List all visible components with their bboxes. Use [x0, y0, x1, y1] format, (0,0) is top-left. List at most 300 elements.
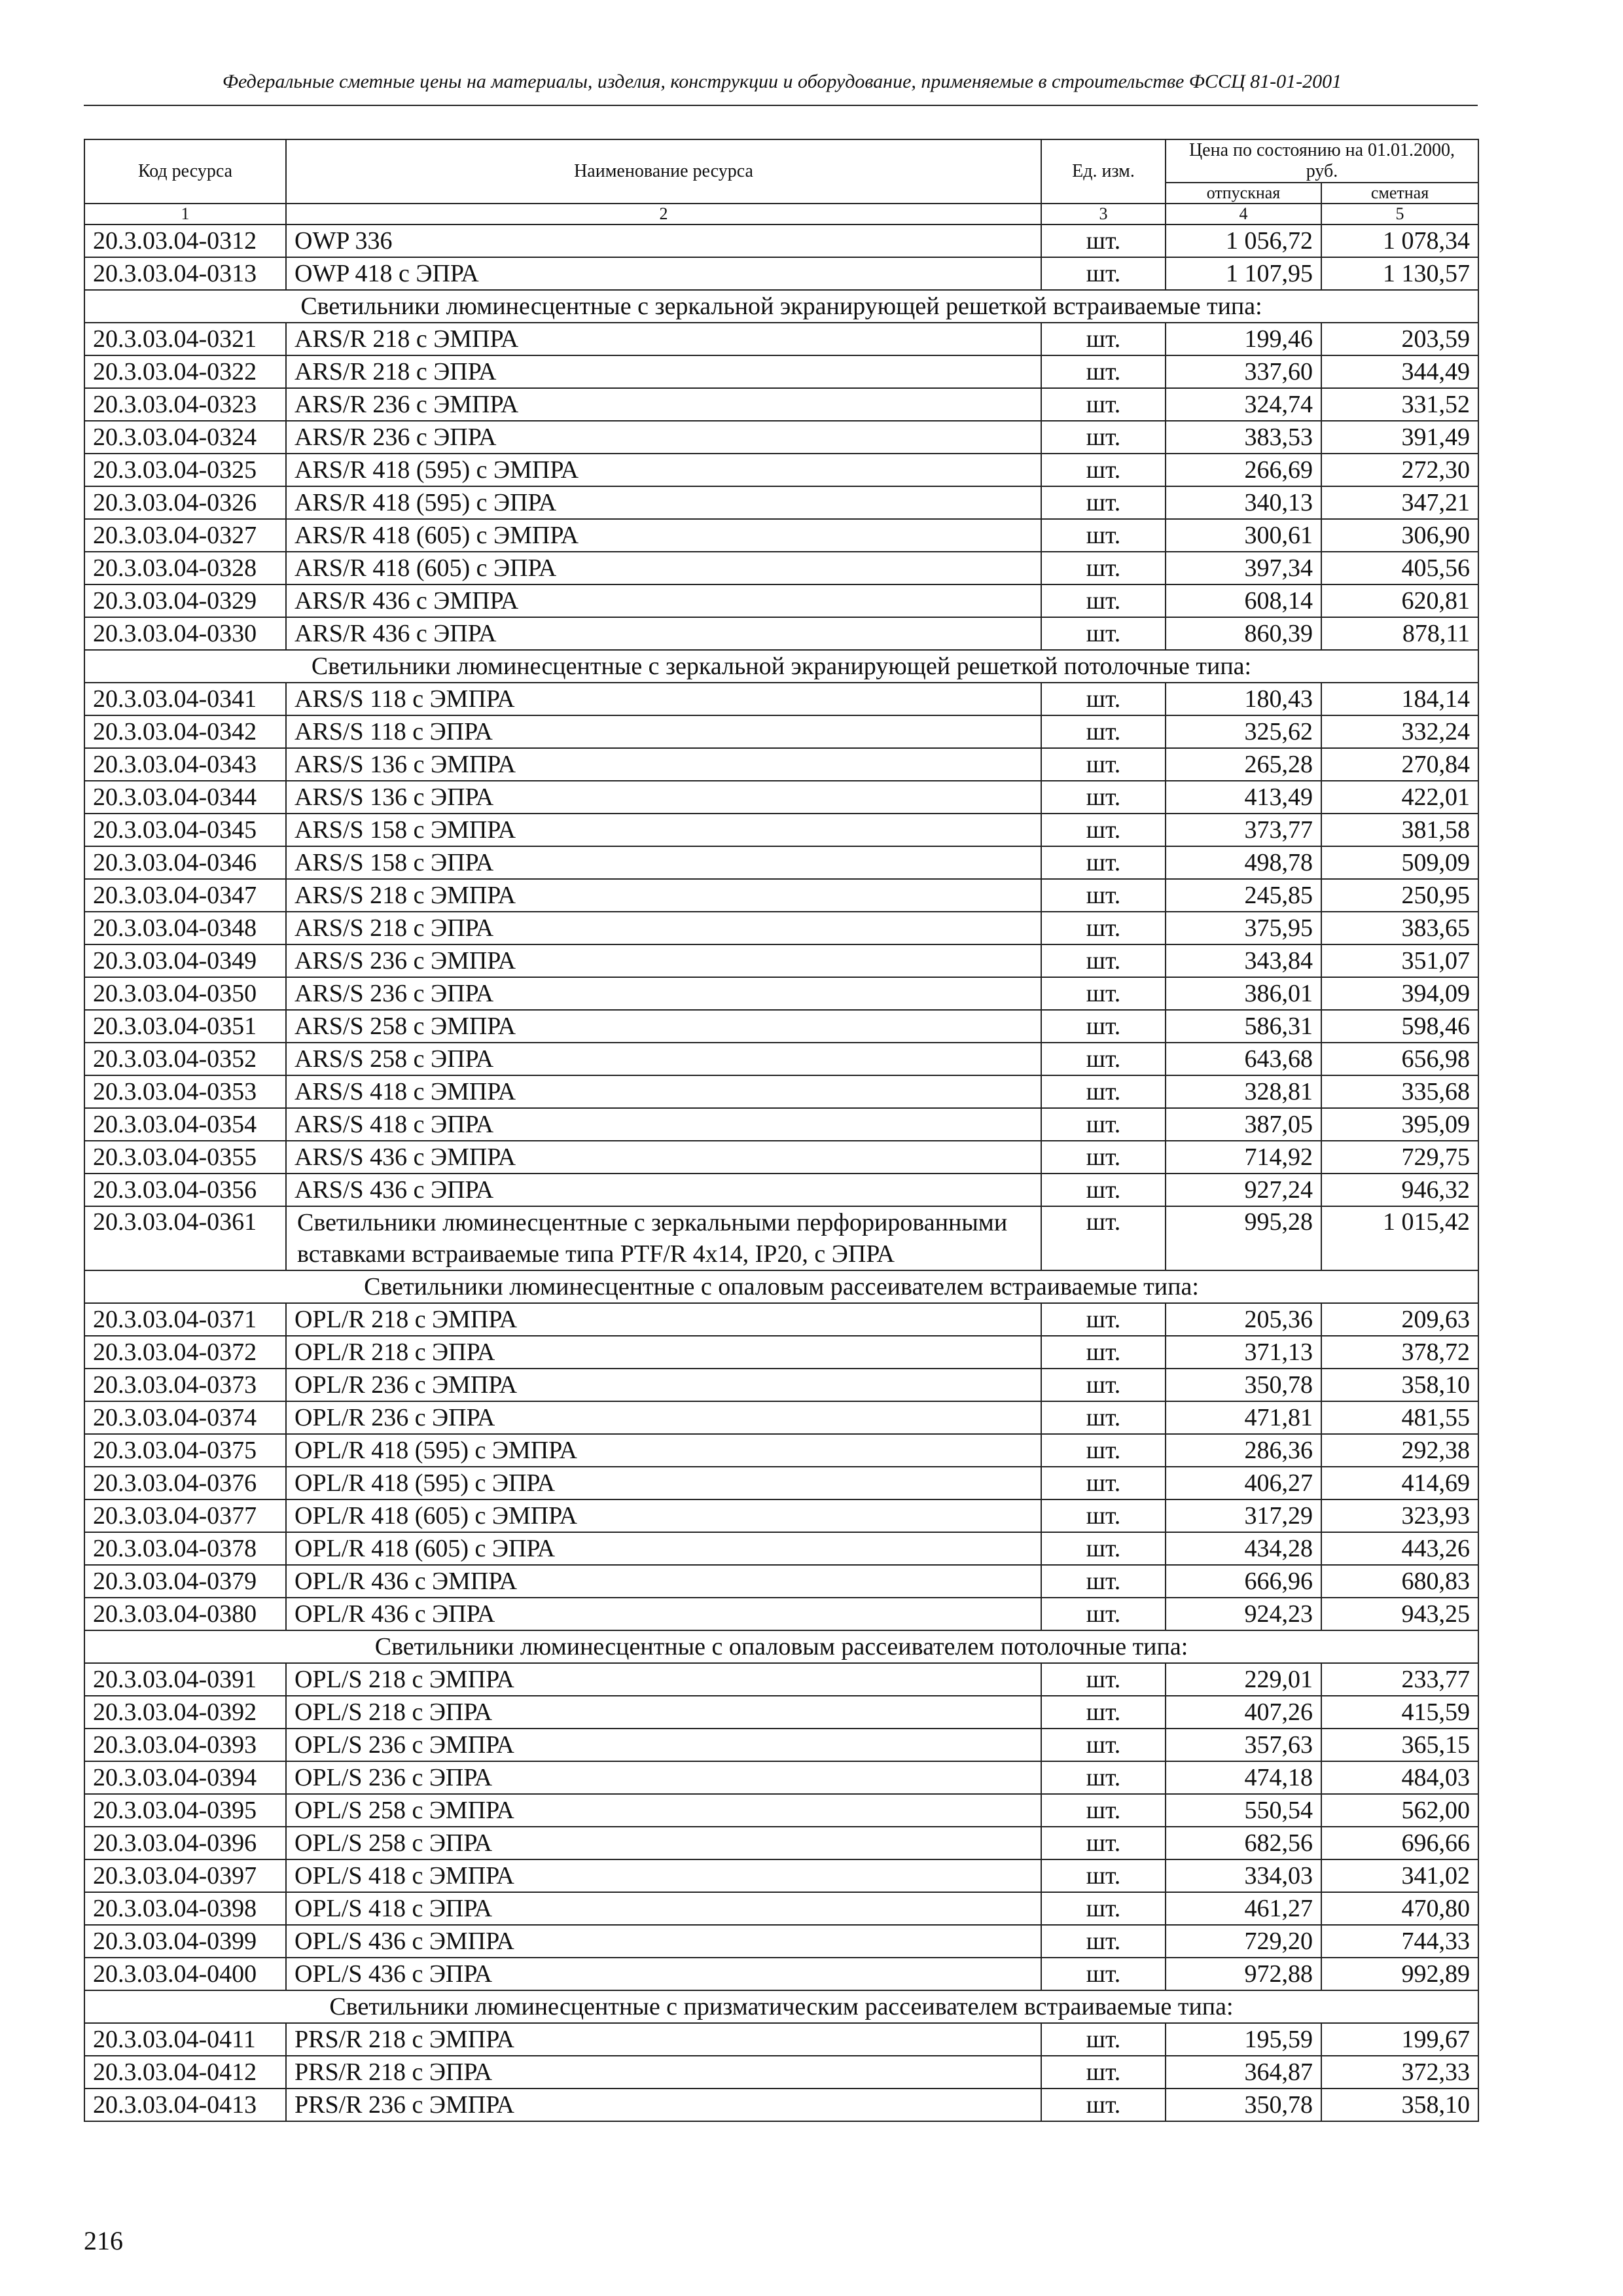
table-row — [84, 683, 1478, 715]
estimate-price: 306,90 — [1321, 519, 1478, 552]
resource-code: 20.3.03.04-0355 — [84, 1141, 286, 1174]
release-price: 265,28 — [1166, 748, 1321, 781]
resource-code: 20.3.03.04-0328 — [84, 552, 286, 584]
resource-name: OPL/R 236 с ЭПРА — [286, 1401, 1041, 1434]
resource-code: 20.3.03.04-0376 — [84, 1467, 286, 1499]
release-price: 266,69 — [1166, 454, 1321, 486]
resource-name: ARS/S 136 с ЭМПРА — [286, 748, 1041, 781]
resource-name: OPL/S 436 с ЭПРА — [286, 1958, 1041, 1990]
unit-of-measure: шт. — [1041, 1565, 1166, 1598]
unit-of-measure: шт. — [1041, 846, 1166, 879]
table-row — [84, 552, 1478, 584]
table-body — [84, 224, 1478, 2121]
table-row — [84, 1336, 1478, 1369]
table-row — [84, 355, 1478, 388]
resource-code: 20.3.03.04-0330 — [84, 617, 286, 650]
release-price: 199,46 — [1166, 323, 1321, 355]
unit-of-measure: шт. — [1041, 552, 1166, 584]
release-price: 180,43 — [1166, 683, 1321, 715]
table-row — [84, 1174, 1478, 1206]
unit-of-measure: шт. — [1041, 781, 1166, 814]
unit-of-measure: шт. — [1041, 1174, 1166, 1206]
table-row — [84, 814, 1478, 846]
estimate-price: 481,55 — [1321, 1401, 1478, 1434]
unit-of-measure: шт. — [1041, 1141, 1166, 1174]
estimate-price: 1 130,57 — [1321, 257, 1478, 290]
table-row — [84, 421, 1478, 454]
release-price: 350,78 — [1166, 1369, 1321, 1401]
resource-name: OPL/S 218 с ЭПРА — [286, 1696, 1041, 1729]
header-rule — [84, 105, 1478, 106]
table-row — [84, 1761, 1478, 1794]
estimate-price: 250,95 — [1321, 879, 1478, 912]
running-header: Федеральные сметные цены на материалы, изделия, конструкции и оборудование, применяемые в строительстве ФССЦ 81-01-2001 — [222, 71, 1342, 92]
table-row — [84, 1303, 1478, 1336]
resource-name: ARS/R 236 с ЭПРА — [286, 421, 1041, 454]
release-price: 324,74 — [1166, 388, 1321, 421]
resource-code: 20.3.03.04-0352 — [84, 1043, 286, 1075]
resource-name: PRS/R 236 с ЭМПРА — [286, 2089, 1041, 2121]
col-unit-header: Ед. изм. — [1041, 139, 1166, 204]
resource-code: 20.3.03.04-0348 — [84, 912, 286, 944]
table-row — [84, 1598, 1478, 1630]
table-row — [84, 1369, 1478, 1401]
resource-code: 20.3.03.04-0344 — [84, 781, 286, 814]
estimate-price: 358,10 — [1321, 2089, 1478, 2121]
resource-code: 20.3.03.04-0391 — [84, 1663, 286, 1696]
estimate-price: 378,72 — [1321, 1336, 1478, 1369]
estimate-price: 292,38 — [1321, 1434, 1478, 1467]
release-price: 317,29 — [1166, 1499, 1321, 1532]
resource-code: 20.3.03.04-0396 — [84, 1827, 286, 1859]
resource-code: 20.3.03.04-0341 — [84, 683, 286, 715]
release-price: 714,92 — [1166, 1141, 1321, 1174]
resource-code: 20.3.03.04-0342 — [84, 715, 286, 748]
release-price: 682,56 — [1166, 1827, 1321, 1859]
resource-name: ARS/R 436 с ЭМПРА — [286, 584, 1041, 617]
resource-code: 20.3.03.04-0350 — [84, 977, 286, 1010]
resource-code: 20.3.03.04-0379 — [84, 1565, 286, 1598]
estimate-price: 344,49 — [1321, 355, 1478, 388]
unit-of-measure: шт. — [1041, 1010, 1166, 1043]
estimate-price: 943,25 — [1321, 1598, 1478, 1630]
release-price: 860,39 — [1166, 617, 1321, 650]
resource-code: 20.3.03.04-0398 — [84, 1892, 286, 1925]
table-row — [84, 1696, 1478, 1729]
resource-code: 20.3.03.04-0375 — [84, 1434, 286, 1467]
table-row — [84, 323, 1478, 355]
resource-code: 20.3.03.04-0413 — [84, 2089, 286, 2121]
group-heading: Светильники люминесцентные с призматическим рассеивателем встраиваемые типа: — [84, 1990, 1478, 2023]
resource-code: 20.3.03.04-0346 — [84, 846, 286, 879]
resource-name: ARS/S 236 с ЭПРА — [286, 977, 1041, 1010]
release-price: 1 056,72 — [1166, 224, 1321, 257]
release-price: 350,78 — [1166, 2089, 1321, 2121]
unit-of-measure: шт. — [1041, 1663, 1166, 1696]
resource-name: OPL/S 418 с ЭМПРА — [286, 1859, 1041, 1892]
group-heading: Светильники люминесцентные с зеркальной экранирующей решеткой потолочные типа: — [84, 650, 1478, 683]
resource-code: 20.3.03.04-0349 — [84, 944, 286, 977]
table-row — [84, 1499, 1478, 1532]
release-price: 229,01 — [1166, 1663, 1321, 1696]
estimate-price: 209,63 — [1321, 1303, 1478, 1336]
resource-code: 20.3.03.04-0371 — [84, 1303, 286, 1336]
unit-of-measure: шт. — [1041, 486, 1166, 519]
release-price: 995,28 — [1166, 1206, 1321, 1270]
estimate-price: 878,11 — [1321, 617, 1478, 650]
resource-name: OPL/S 418 с ЭПРА — [286, 1892, 1041, 1925]
table-row — [84, 584, 1478, 617]
unit-of-measure: шт. — [1041, 2056, 1166, 2089]
col-number: 3 — [1041, 204, 1166, 224]
table-header-row — [84, 139, 1478, 183]
resource-code: 20.3.03.04-0351 — [84, 1010, 286, 1043]
release-price: 666,96 — [1166, 1565, 1321, 1598]
unit-of-measure: шт. — [1041, 323, 1166, 355]
table-row — [84, 257, 1478, 290]
table-row — [84, 617, 1478, 650]
estimate-price: 381,58 — [1321, 814, 1478, 846]
col-name-header: Наименование ресурса — [286, 139, 1041, 204]
resource-name: OPL/S 218 с ЭМПРА — [286, 1663, 1041, 1696]
resource-code: 20.3.03.04-0313 — [84, 257, 286, 290]
table-row — [84, 1010, 1478, 1043]
resource-code: 20.3.03.04-0343 — [84, 748, 286, 781]
estimate-price: 272,30 — [1321, 454, 1478, 486]
release-price: 972,88 — [1166, 1958, 1321, 1990]
estimate-price: 680,83 — [1321, 1565, 1478, 1598]
table-row — [84, 1206, 1478, 1270]
release-price: 643,68 — [1166, 1043, 1321, 1075]
release-price: 364,87 — [1166, 2056, 1321, 2089]
release-price: 371,13 — [1166, 1336, 1321, 1369]
estimate-price: 729,75 — [1321, 1141, 1478, 1174]
resource-code: 20.3.03.04-0374 — [84, 1401, 286, 1434]
table-row — [84, 715, 1478, 748]
group-heading-row — [84, 650, 1478, 683]
release-price: 286,36 — [1166, 1434, 1321, 1467]
unit-of-measure: шт. — [1041, 1303, 1166, 1336]
estimate-price: 395,09 — [1321, 1108, 1478, 1141]
unit-of-measure: шт. — [1041, 748, 1166, 781]
release-price: 300,61 — [1166, 519, 1321, 552]
resource-name: OPL/S 236 с ЭПРА — [286, 1761, 1041, 1794]
unit-of-measure: шт. — [1041, 454, 1166, 486]
release-price: 586,31 — [1166, 1010, 1321, 1043]
table-row — [84, 388, 1478, 421]
estimate-price: 233,77 — [1321, 1663, 1478, 1696]
estimate-price: 598,46 — [1321, 1010, 1478, 1043]
resource-code: 20.3.03.04-0324 — [84, 421, 286, 454]
unit-of-measure: шт. — [1041, 1729, 1166, 1761]
resource-name: OPL/R 418 (595) с ЭПРА — [286, 1467, 1041, 1499]
estimate-price: 335,68 — [1321, 1075, 1478, 1108]
table-row — [84, 846, 1478, 879]
unit-of-measure: шт. — [1041, 1859, 1166, 1892]
unit-of-measure: шт. — [1041, 1794, 1166, 1827]
unit-of-measure: шт. — [1041, 1532, 1166, 1565]
estimate-price: 347,21 — [1321, 486, 1478, 519]
resource-name: OPL/R 218 с ЭПРА — [286, 1336, 1041, 1369]
estimate-price: 696,66 — [1321, 1827, 1478, 1859]
table-row — [84, 1467, 1478, 1499]
estimate-price: 394,09 — [1321, 977, 1478, 1010]
resource-name: OPL/S 258 с ЭПРА — [286, 1827, 1041, 1859]
unit-of-measure: шт. — [1041, 1696, 1166, 1729]
resource-name: ARS/R 236 с ЭМПРА — [286, 388, 1041, 421]
resource-code: 20.3.03.04-0329 — [84, 584, 286, 617]
unit-of-measure: шт. — [1041, 1467, 1166, 1499]
table-row — [84, 1729, 1478, 1761]
estimate-price: 620,81 — [1321, 584, 1478, 617]
resource-code: 20.3.03.04-0399 — [84, 1925, 286, 1958]
resource-name: OPL/R 418 (605) с ЭПРА — [286, 1532, 1041, 1565]
resource-code: 20.3.03.04-0321 — [84, 323, 286, 355]
table-row — [84, 486, 1478, 519]
release-price: 245,85 — [1166, 879, 1321, 912]
unit-of-measure: шт. — [1041, 1075, 1166, 1108]
table-row — [84, 1434, 1478, 1467]
unit-of-measure: шт. — [1041, 715, 1166, 748]
table-row — [84, 454, 1478, 486]
estimate-price: 358,10 — [1321, 1369, 1478, 1401]
resource-name: ARS/S 258 с ЭМПРА — [286, 1010, 1041, 1043]
col-number: 1 — [84, 204, 286, 224]
estimate-price: 656,98 — [1321, 1043, 1478, 1075]
release-price: 334,03 — [1166, 1859, 1321, 1892]
estimate-price: 332,24 — [1321, 715, 1478, 748]
release-price: 387,05 — [1166, 1108, 1321, 1141]
resource-name: ARS/R 418 (605) с ЭПРА — [286, 552, 1041, 584]
resource-name: ARS/S 218 с ЭПРА — [286, 912, 1041, 944]
table-row — [84, 2089, 1478, 2121]
release-price: 205,36 — [1166, 1303, 1321, 1336]
resource-name: OPL/S 436 с ЭМПРА — [286, 1925, 1041, 1958]
resource-code: 20.3.03.04-0397 — [84, 1859, 286, 1892]
table-row — [84, 1663, 1478, 1696]
resource-code: 20.3.03.04-0354 — [84, 1108, 286, 1141]
resource-name: OWP 336 — [286, 224, 1041, 257]
unit-of-measure: шт. — [1041, 1108, 1166, 1141]
price-table — [84, 139, 1479, 2122]
table-row — [84, 1532, 1478, 1565]
estimate-price: 270,84 — [1321, 748, 1478, 781]
estimate-price: 341,02 — [1321, 1859, 1478, 1892]
estimate-price: 1 015,42 — [1321, 1206, 1478, 1270]
estimate-price: 562,00 — [1321, 1794, 1478, 1827]
unit-of-measure: шт. — [1041, 1761, 1166, 1794]
resource-code: 20.3.03.04-0323 — [84, 388, 286, 421]
resource-name: OPL/S 258 с ЭМПРА — [286, 1794, 1041, 1827]
unit-of-measure: шт. — [1041, 1401, 1166, 1434]
table-row — [84, 1925, 1478, 1958]
release-price: 195,59 — [1166, 2023, 1321, 2056]
release-price: 461,27 — [1166, 1892, 1321, 1925]
unit-of-measure: шт. — [1041, 1206, 1166, 1270]
resource-name: ARS/S 118 с ЭПРА — [286, 715, 1041, 748]
column-number-row — [84, 204, 1478, 224]
table-row — [84, 519, 1478, 552]
unit-of-measure: шт. — [1041, 977, 1166, 1010]
release-price: 608,14 — [1166, 584, 1321, 617]
estimate-price: 331,52 — [1321, 388, 1478, 421]
group-heading: Светильники люминесцентные с зеркальной экранирующей решеткой встраиваемые типа: — [84, 290, 1478, 323]
group-heading-row — [84, 290, 1478, 323]
resource-name: ARS/S 158 с ЭПРА — [286, 846, 1041, 879]
resource-code: 20.3.03.04-0361 — [84, 1206, 286, 1270]
estimate-price: 470,80 — [1321, 1892, 1478, 1925]
unit-of-measure: шт. — [1041, 944, 1166, 977]
estimate-price: 443,26 — [1321, 1532, 1478, 1565]
resource-name: PRS/R 218 с ЭПРА — [286, 2056, 1041, 2089]
table-row — [84, 1108, 1478, 1141]
estimate-price: 484,03 — [1321, 1761, 1478, 1794]
table-row — [84, 977, 1478, 1010]
table-row — [84, 781, 1478, 814]
unit-of-measure: шт. — [1041, 879, 1166, 912]
resource-code: 20.3.03.04-0378 — [84, 1532, 286, 1565]
release-price: 413,49 — [1166, 781, 1321, 814]
resource-name: ARS/S 136 с ЭПРА — [286, 781, 1041, 814]
unit-of-measure: шт. — [1041, 1043, 1166, 1075]
release-price: 729,20 — [1166, 1925, 1321, 1958]
release-price: 357,63 — [1166, 1729, 1321, 1761]
resource-name: OPL/R 418 (605) с ЭМПРА — [286, 1499, 1041, 1532]
estimate-price: 351,07 — [1321, 944, 1478, 977]
col-number: 2 — [286, 204, 1041, 224]
estimate-price: 184,14 — [1321, 683, 1478, 715]
resource-name: ARS/R 436 с ЭПРА — [286, 617, 1041, 650]
estimate-price: 372,33 — [1321, 2056, 1478, 2089]
col-release-header: отпускная — [1166, 183, 1321, 204]
group-heading: Светильники люминесцентные с опаловым рассеивателем встраиваемые типа: — [84, 1270, 1478, 1303]
group-heading: Светильники люминесцентные с опаловым рассеивателем потолочные типа: — [84, 1630, 1478, 1663]
resource-name: Светильники люминесцентные с зеркальными перфорированными вставками встраиваемые типа PTF/R 4х14, IP20, с ЭПРА — [286, 1206, 1041, 1270]
resource-name: ARS/R 418 (595) с ЭМПРА — [286, 454, 1041, 486]
release-price: 434,28 — [1166, 1532, 1321, 1565]
resource-name: OPL/S 236 с ЭМПРА — [286, 1729, 1041, 1761]
estimate-price: 199,67 — [1321, 2023, 1478, 2056]
release-price: 337,60 — [1166, 355, 1321, 388]
resource-code: 20.3.03.04-0345 — [84, 814, 286, 846]
table-row — [84, 748, 1478, 781]
col-price-header: Цена по состоянию на 01.01.2000, руб. — [1166, 139, 1478, 183]
resource-name: ARS/R 218 с ЭМПРА — [286, 323, 1041, 355]
estimate-price: 391,49 — [1321, 421, 1478, 454]
estimate-price: 415,59 — [1321, 1696, 1478, 1729]
unit-of-measure: шт. — [1041, 683, 1166, 715]
col-number: 4 — [1166, 204, 1321, 224]
unit-of-measure: шт. — [1041, 355, 1166, 388]
release-price: 550,54 — [1166, 1794, 1321, 1827]
release-price: 471,81 — [1166, 1401, 1321, 1434]
table-row — [84, 1075, 1478, 1108]
resource-code: 20.3.03.04-0373 — [84, 1369, 286, 1401]
release-price: 924,23 — [1166, 1598, 1321, 1630]
resource-code: 20.3.03.04-0394 — [84, 1761, 286, 1794]
col-number: 5 — [1321, 204, 1478, 224]
table-row — [84, 1794, 1478, 1827]
resource-name: PRS/R 218 с ЭМПРА — [286, 2023, 1041, 2056]
table-row — [84, 944, 1478, 977]
estimate-price: 992,89 — [1321, 1958, 1478, 1990]
resource-name: OPL/R 218 с ЭМПРА — [286, 1303, 1041, 1336]
resource-name: ARS/S 158 с ЭМПРА — [286, 814, 1041, 846]
resource-code: 20.3.03.04-0325 — [84, 454, 286, 486]
estimate-price: 422,01 — [1321, 781, 1478, 814]
table-row — [84, 1859, 1478, 1892]
unit-of-measure: шт. — [1041, 1925, 1166, 1958]
unit-of-measure: шт. — [1041, 617, 1166, 650]
resource-code: 20.3.03.04-0411 — [84, 2023, 286, 2056]
resource-code: 20.3.03.04-0372 — [84, 1336, 286, 1369]
estimate-price: 744,33 — [1321, 1925, 1478, 1958]
release-price: 386,01 — [1166, 977, 1321, 1010]
resource-name: ARS/S 118 с ЭМПРА — [286, 683, 1041, 715]
table-row — [84, 1043, 1478, 1075]
unit-of-measure: шт. — [1041, 519, 1166, 552]
unit-of-measure: шт. — [1041, 584, 1166, 617]
release-price: 328,81 — [1166, 1075, 1321, 1108]
unit-of-measure: шт. — [1041, 2023, 1166, 2056]
resource-code: 20.3.03.04-0312 — [84, 224, 286, 257]
resource-code: 20.3.03.04-0356 — [84, 1174, 286, 1206]
estimate-price: 414,69 — [1321, 1467, 1478, 1499]
resource-name: ARS/R 218 с ЭПРА — [286, 355, 1041, 388]
table-row — [84, 912, 1478, 944]
resource-name: OPL/R 418 (595) с ЭМПРА — [286, 1434, 1041, 1467]
resource-name: ARS/R 418 (595) с ЭПРА — [286, 486, 1041, 519]
unit-of-measure: шт. — [1041, 1336, 1166, 1369]
resource-code: 20.3.03.04-0395 — [84, 1794, 286, 1827]
col-code-header: Код ресурса — [84, 139, 286, 204]
table-row — [84, 1827, 1478, 1859]
unit-of-measure: шт. — [1041, 1499, 1166, 1532]
release-price: 373,77 — [1166, 814, 1321, 846]
estimate-price: 509,09 — [1321, 846, 1478, 879]
release-price: 375,95 — [1166, 912, 1321, 944]
resource-name: ARS/R 418 (605) с ЭМПРА — [286, 519, 1041, 552]
unit-of-measure: шт. — [1041, 1369, 1166, 1401]
unit-of-measure: шт. — [1041, 1827, 1166, 1859]
unit-of-measure: шт. — [1041, 224, 1166, 257]
unit-of-measure: шт. — [1041, 421, 1166, 454]
resource-name: ARS/S 436 с ЭПРА — [286, 1174, 1041, 1206]
resource-name: ARS/S 418 с ЭМПРА — [286, 1075, 1041, 1108]
resource-name: OWP 418 с ЭПРА — [286, 257, 1041, 290]
group-heading-row — [84, 1270, 1478, 1303]
table-row — [84, 2056, 1478, 2089]
resource-name: ARS/S 218 с ЭМПРА — [286, 879, 1041, 912]
page-number: 216 — [84, 2226, 123, 2255]
release-price: 407,26 — [1166, 1696, 1321, 1729]
table-row — [84, 2023, 1478, 2056]
estimate-price: 383,65 — [1321, 912, 1478, 944]
group-heading-row — [84, 1630, 1478, 1663]
resource-name: ARS/S 236 с ЭМПРА — [286, 944, 1041, 977]
release-price: 406,27 — [1166, 1467, 1321, 1499]
release-price: 1 107,95 — [1166, 257, 1321, 290]
release-price: 927,24 — [1166, 1174, 1321, 1206]
resource-code: 20.3.03.04-0326 — [84, 486, 286, 519]
table-row — [84, 1401, 1478, 1434]
unit-of-measure: шт. — [1041, 1434, 1166, 1467]
resource-code: 20.3.03.04-0412 — [84, 2056, 286, 2089]
release-price: 343,84 — [1166, 944, 1321, 977]
col-estimate-header: сметная — [1321, 183, 1478, 204]
release-price: 498,78 — [1166, 846, 1321, 879]
unit-of-measure: шт. — [1041, 388, 1166, 421]
